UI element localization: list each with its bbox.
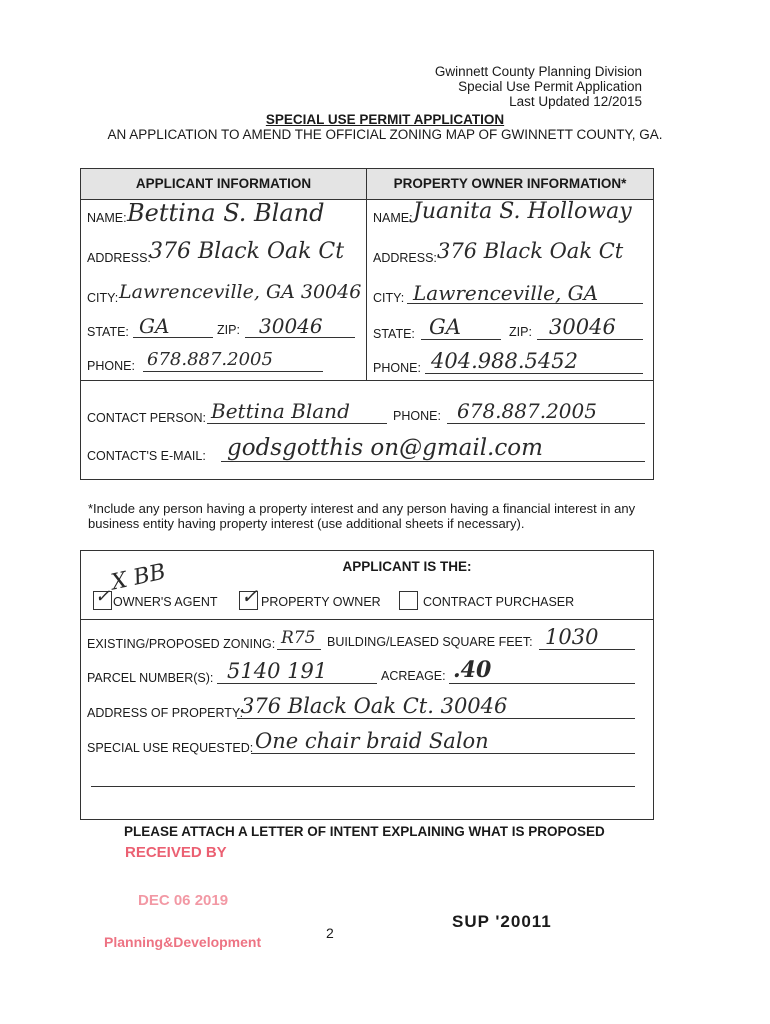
owner-state-zip-row	[373, 315, 649, 343]
owner-phone-label: PHONE:	[373, 361, 421, 375]
property-address-row	[87, 694, 647, 722]
owner-city-row	[373, 281, 649, 307]
contact-phone-value: 678.887.2005	[457, 399, 597, 423]
header-division: Gwinnett County Planning Division	[434, 64, 642, 79]
property-owner-label: PROPERTY OWNER	[261, 595, 381, 609]
special-use-label: SPECIAL USE REQUESTED:	[87, 741, 254, 755]
case-number: SUP '20011	[452, 912, 552, 931]
applicant-name-value: Bettina S. Bland	[127, 199, 325, 227]
contact-phone-label: PHONE:	[393, 409, 441, 423]
applicant-is-divider	[81, 619, 653, 620]
owner-name-row	[373, 199, 649, 227]
applicant-is-box	[80, 550, 654, 820]
owner-info-heading: PROPERTY OWNER INFORMATION*	[367, 169, 653, 200]
applicant-address-value: 376 Black Oak Ct	[149, 239, 345, 264]
applicant-city-label: CITY:	[87, 291, 119, 305]
acreage-label: ACREAGE:	[381, 669, 446, 683]
parcel-value: 5140 191	[227, 659, 328, 683]
property-owner-checkbox[interactable]: ✓	[241, 584, 258, 608]
sqft-label: BUILDING/LEASED SQUARE FEET:	[327, 635, 533, 649]
contact-person-row	[87, 399, 647, 427]
contact-person-value: Bettina Bland	[211, 399, 350, 423]
owner-address-value: 376 Black Oak Ct	[437, 239, 624, 263]
header-block	[435, 64, 642, 109]
owner-zip-line	[537, 339, 643, 340]
received-stamp-label: RECEIVED BY	[125, 844, 227, 861]
applicant-zip-label: ZIP:	[217, 323, 240, 337]
contact-phone-line	[447, 423, 645, 424]
owners-agent-checkbox[interactable]: ✓	[93, 591, 112, 610]
owner-name-value: Juanita S. Holloway	[413, 199, 632, 224]
owner-address-row	[373, 239, 649, 267]
applicant-name-row	[87, 199, 361, 227]
sqft-line	[539, 649, 635, 650]
parcel-line	[217, 683, 377, 684]
property-address-label: ADDRESS OF PROPERTY:	[87, 706, 244, 720]
page-subtitle: AN APPLICATION TO AMEND THE OFFICIAL ZONING MAP OF GWINNETT COUNTY, GA.	[107, 127, 663, 142]
property-address-value: 376 Black Oak Ct. 30046	[241, 694, 508, 718]
applicant-zip-line	[245, 337, 355, 338]
header-updated: Last Updated 12/2015	[509, 94, 642, 109]
owner-city-value: Lawrenceville, GA	[413, 281, 599, 305]
parcel-row	[87, 657, 647, 687]
owner-name-label: NAME:	[373, 211, 413, 225]
attach-letter-note: PLEASE ATTACH A LETTER OF INTENT EXPLAINING WHAT IS PROPOSED	[124, 824, 605, 839]
header-form-name: Special Use Permit Application	[458, 79, 642, 94]
owners-agent-label: OWNER'S AGENT	[113, 595, 218, 609]
applicant-state-line	[133, 337, 213, 338]
extra-blank-line	[91, 786, 635, 787]
applicant-state-value: GA	[139, 314, 170, 338]
applicant-initials-scribble: X BB	[109, 559, 168, 596]
special-use-line	[251, 753, 635, 754]
owner-phone-value: 404.988.5452	[431, 349, 578, 373]
applicant-name-label: NAME:	[87, 211, 127, 225]
owner-state-label: STATE:	[373, 327, 415, 341]
special-use-value: One chair braid Salon	[255, 729, 489, 753]
zoning-line	[277, 649, 321, 650]
applicant-type-options	[93, 584, 649, 611]
applicant-state-label: STATE:	[87, 325, 129, 339]
applicant-phone-line	[143, 371, 323, 372]
owner-state-line	[421, 339, 501, 340]
page-number: 2	[326, 925, 334, 941]
applicant-info-heading: APPLICANT INFORMATION	[81, 169, 367, 200]
owner-zip-label: ZIP:	[509, 325, 532, 339]
applicant-phone-row	[87, 349, 361, 375]
owner-state-value: GA	[429, 315, 461, 339]
contact-person-line	[207, 423, 387, 424]
owner-address-label: ADDRESS:	[373, 251, 437, 265]
page-title: SPECIAL USE PERMIT APPLICATION	[265, 112, 505, 127]
contact-email-line	[221, 461, 645, 462]
applicant-phone-value: 678.887.2005	[147, 349, 273, 370]
contact-person-label: CONTACT PERSON:	[87, 411, 206, 425]
applicant-address-label: ADDRESS:	[87, 251, 151, 265]
acreage-value: .40	[453, 657, 492, 683]
applicant-is-heading: APPLICANT IS THE:	[342, 559, 472, 574]
owner-phone-line	[425, 373, 643, 374]
received-stamp-dept: Planning&Development	[104, 934, 262, 950]
contract-purchaser-checkbox[interactable]	[399, 591, 418, 610]
applicant-state-zip-row	[87, 314, 361, 341]
acreage-line	[449, 683, 635, 684]
row-divider	[81, 380, 653, 381]
contact-email-value: godsgotthis on@gmail.com	[227, 435, 543, 461]
info-table	[80, 168, 654, 480]
property-address-line	[237, 718, 635, 719]
owner-zip-value: 30046	[549, 315, 616, 339]
received-stamp-date: DEC 06 2019	[138, 892, 229, 909]
zoning-value: R75	[281, 628, 316, 648]
contact-email-label: CONTACT'S E-MAIL:	[87, 449, 206, 463]
applicant-city-row	[87, 281, 362, 307]
zoning-row	[87, 625, 647, 653]
applicant-city-value: Lawrenceville, GA 30046	[119, 281, 362, 303]
owner-city-label: CITY:	[373, 291, 405, 305]
owner-city-line	[407, 303, 643, 304]
applicant-zip-value: 30046	[259, 314, 323, 338]
zoning-label: EXISTING/PROPOSED ZONING:	[87, 637, 276, 651]
special-use-row	[87, 729, 647, 757]
column-divider	[366, 199, 367, 380]
contact-email-row	[87, 435, 647, 465]
contract-purchaser-label: CONTRACT PURCHASER	[423, 595, 575, 609]
footnote: *Include any person having a property interest and any person having a financial interest in any business entity having property interest (use additional sheets if necessary).	[88, 501, 636, 531]
sqft-value: 1030	[545, 625, 599, 649]
owner-phone-row	[373, 349, 649, 377]
applicant-phone-label: PHONE:	[87, 359, 135, 373]
applicant-address-row	[87, 239, 361, 267]
parcel-label: PARCEL NUMBER(S):	[87, 671, 214, 685]
